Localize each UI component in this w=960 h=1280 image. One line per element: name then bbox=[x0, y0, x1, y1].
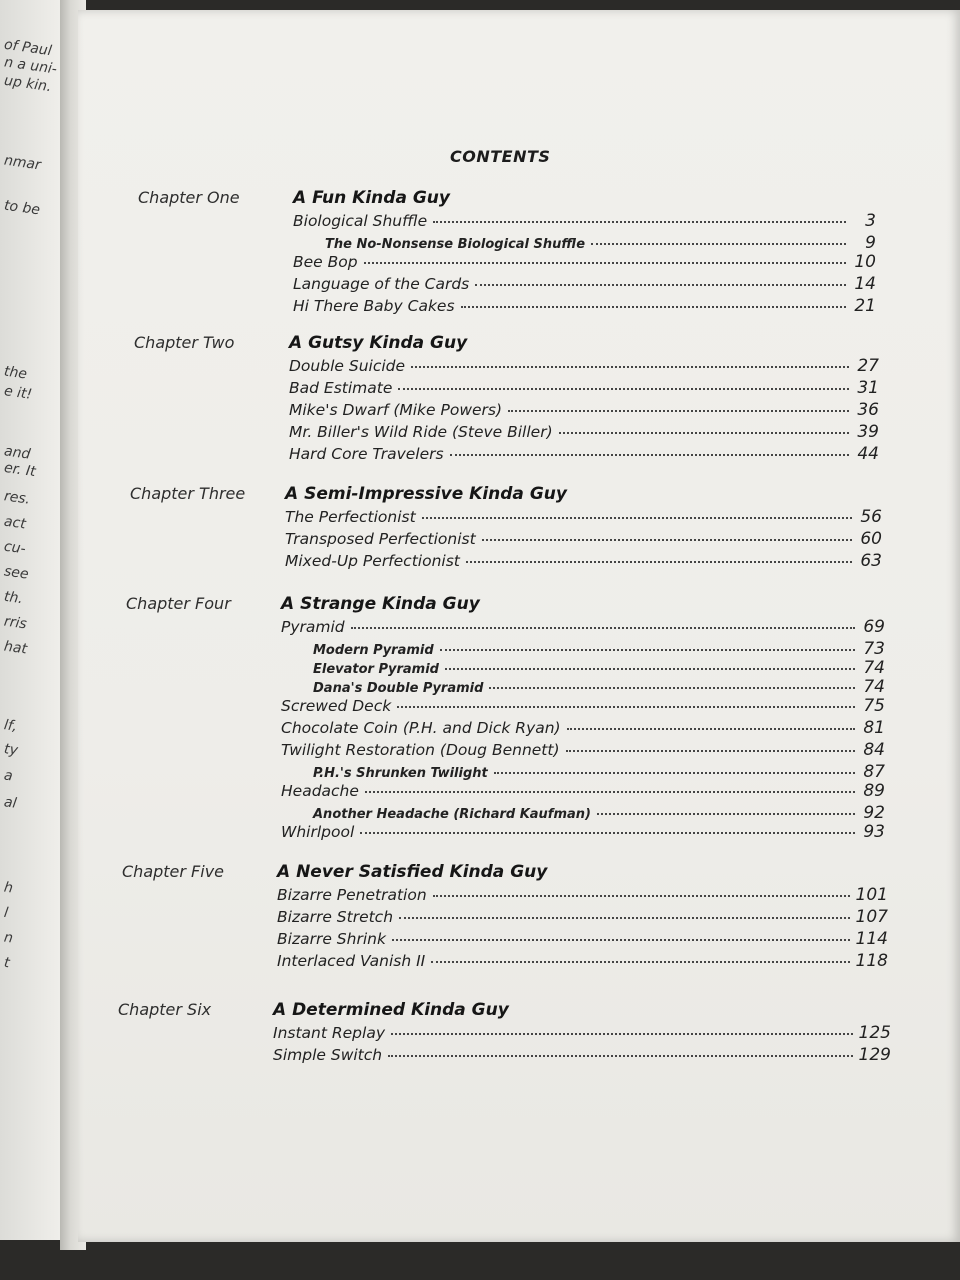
page-number: 44 bbox=[857, 444, 879, 464]
toc-entry bbox=[285, 507, 882, 529]
dot-leader bbox=[391, 1033, 853, 1035]
toc-entry bbox=[289, 356, 879, 378]
toc-entry bbox=[273, 1045, 891, 1067]
entry-title: Pyramid bbox=[281, 618, 345, 636]
entry-title: Mixed-Up Perfectionist bbox=[285, 552, 460, 570]
toc-entry bbox=[277, 885, 888, 907]
dot-leader bbox=[431, 961, 849, 963]
facing-page-text-fragment: of Paul bbox=[3, 36, 53, 60]
page-number: 73 bbox=[863, 639, 885, 659]
dot-leader bbox=[494, 772, 855, 774]
page-number: 60 bbox=[860, 529, 882, 549]
toc-entry bbox=[277, 929, 888, 951]
entry-title: Transposed Perfectionist bbox=[285, 530, 476, 548]
entry-title: Hi There Baby Cakes bbox=[293, 297, 455, 315]
toc-entry bbox=[293, 211, 876, 233]
dot-leader bbox=[567, 728, 855, 730]
page-number: 56 bbox=[860, 507, 882, 527]
toc-entry bbox=[281, 696, 885, 718]
toc-entry bbox=[273, 1023, 891, 1045]
dot-leader bbox=[450, 454, 849, 456]
page-number: 74 bbox=[863, 658, 885, 678]
facing-page-text-fragment: nmar bbox=[3, 152, 42, 174]
facing-page-text-fragment: act bbox=[2, 513, 27, 533]
page-number: 21 bbox=[854, 296, 876, 316]
dot-leader bbox=[398, 388, 849, 390]
entry-title: Double Suicide bbox=[289, 357, 406, 375]
dot-leader bbox=[422, 517, 852, 519]
facing-page-text-fragment: al bbox=[2, 794, 18, 812]
facing-page-text-fragment: the bbox=[2, 363, 28, 383]
facing-page-text-fragment: rris bbox=[2, 613, 28, 633]
entry-title: Chocolate Coin (P.H. and Dick Ryan) bbox=[281, 719, 561, 737]
page-number: 92 bbox=[863, 803, 885, 823]
dot-leader bbox=[461, 306, 846, 308]
toc-entry bbox=[277, 907, 888, 929]
facing-page-text-fragment: n a uni- bbox=[3, 54, 58, 78]
facing-page-text-fragment: to be bbox=[3, 197, 41, 219]
entry-title: Bad Estimate bbox=[289, 379, 393, 397]
page-number: 10 bbox=[854, 252, 876, 272]
toc-entry bbox=[289, 444, 879, 466]
chapter-title: A Fun Kinda Guy bbox=[293, 188, 450, 208]
page-number: 93 bbox=[863, 822, 885, 842]
facing-page-text-fragment: h bbox=[2, 879, 14, 897]
page-number: 63 bbox=[860, 551, 882, 571]
chapter-title: A Strange Kinda Guy bbox=[281, 594, 480, 614]
page-title: CONTENTS bbox=[450, 147, 551, 166]
dot-leader bbox=[392, 939, 850, 941]
page-number: 74 bbox=[863, 677, 885, 697]
page-number: 75 bbox=[863, 696, 885, 716]
dot-leader bbox=[399, 917, 850, 919]
chapter-label: Chapter One bbox=[138, 188, 240, 207]
entry-title: Bee Bop bbox=[293, 253, 358, 271]
page-number: 114 bbox=[855, 929, 888, 949]
entry-title: Bizarre Penetration bbox=[277, 886, 427, 904]
chapter-label: Chapter Two bbox=[134, 333, 235, 352]
dot-leader bbox=[482, 539, 852, 541]
toc-entry bbox=[281, 740, 885, 762]
page-number: 69 bbox=[863, 617, 885, 637]
facing-page-text-fragment: t bbox=[2, 954, 11, 972]
chapter-title: A Gutsy Kinda Guy bbox=[289, 333, 468, 353]
dot-leader bbox=[433, 895, 850, 897]
facing-page-text-fragment: a bbox=[2, 767, 14, 785]
facing-page-text-fragment: n bbox=[2, 929, 14, 947]
dot-leader bbox=[360, 832, 855, 834]
dot-leader bbox=[397, 706, 855, 708]
dot-leader bbox=[475, 284, 846, 286]
dot-leader bbox=[508, 410, 849, 412]
entry-title: The Perfectionist bbox=[285, 508, 416, 526]
facing-page-text-fragment: see bbox=[3, 563, 30, 583]
contents-page bbox=[78, 10, 960, 1242]
entry-title: Mr. Biller's Wild Ride (Steve Biller) bbox=[289, 423, 553, 441]
page-number: 129 bbox=[858, 1045, 891, 1065]
chapter-title: A Semi-Impressive Kinda Guy bbox=[285, 484, 567, 504]
entry-title: Dana's Double Pyramid bbox=[313, 681, 484, 696]
entry-title: Interlaced Vanish II bbox=[277, 952, 426, 970]
chapter-label: Chapter Three bbox=[130, 484, 246, 503]
dot-leader bbox=[388, 1055, 852, 1057]
entry-title: Headache bbox=[281, 782, 359, 800]
facing-page-text-fragment: cu- bbox=[2, 538, 27, 558]
dot-leader bbox=[566, 750, 855, 752]
page-number: 101 bbox=[855, 885, 888, 905]
dot-leader bbox=[445, 668, 855, 670]
entry-title: Biological Shuffle bbox=[293, 212, 428, 230]
toc-entry bbox=[281, 617, 885, 639]
facing-page-text-fragment: up kin. bbox=[3, 72, 53, 96]
page-number: 39 bbox=[857, 422, 879, 442]
dot-leader bbox=[489, 687, 855, 689]
facing-page-text-fragment: and bbox=[3, 443, 32, 463]
facing-page-text-fragment: ty bbox=[2, 741, 19, 759]
entry-title: Mike's Dwarf (Mike Powers) bbox=[289, 401, 503, 419]
toc-entry bbox=[289, 422, 879, 444]
chapter-label: Chapter Six bbox=[118, 1000, 212, 1019]
page-number: 87 bbox=[863, 762, 885, 782]
facing-page-text-fragment: hat bbox=[2, 638, 28, 658]
page-number: 3 bbox=[865, 211, 876, 231]
dot-leader bbox=[440, 649, 855, 651]
facing-page-text-fragment: er. It bbox=[3, 459, 37, 481]
toc-entry bbox=[293, 296, 876, 318]
dot-leader bbox=[364, 262, 846, 264]
toc-entry bbox=[281, 822, 885, 844]
entry-title: P.H.'s Shrunken Twilight bbox=[313, 766, 488, 781]
page-number: 31 bbox=[857, 378, 879, 398]
dot-leader bbox=[559, 432, 849, 434]
page-number: 9 bbox=[865, 233, 876, 253]
toc-entry bbox=[289, 400, 879, 422]
chapter-title: A Determined Kinda Guy bbox=[273, 1000, 509, 1020]
toc-entry bbox=[285, 551, 882, 573]
entry-title: The No-Nonsense Biological Shuffle bbox=[325, 237, 586, 252]
entry-title: Simple Switch bbox=[273, 1046, 383, 1064]
toc-entry bbox=[293, 274, 876, 296]
facing-page-text-fragment: l bbox=[2, 904, 9, 922]
entry-title: Another Headache (Richard Kaufman) bbox=[313, 807, 591, 822]
dot-leader bbox=[597, 813, 855, 815]
toc-entry bbox=[281, 781, 885, 803]
facing-page-text-fragment: e it! bbox=[3, 383, 34, 403]
facing-page-text-fragment: th. bbox=[2, 588, 24, 608]
entry-title: Language of the Cards bbox=[293, 275, 470, 293]
dot-leader bbox=[411, 366, 849, 368]
dot-leader bbox=[591, 243, 846, 245]
toc-entry bbox=[289, 378, 879, 400]
chapter-title: A Never Satisfied Kinda Guy bbox=[277, 862, 548, 882]
toc-entry bbox=[281, 718, 885, 740]
dot-leader bbox=[365, 791, 855, 793]
page-number: 84 bbox=[863, 740, 885, 760]
page-number: 125 bbox=[858, 1023, 891, 1043]
entry-title: Modern Pyramid bbox=[313, 643, 434, 658]
entry-title: Elevator Pyramid bbox=[313, 662, 439, 677]
dot-leader bbox=[466, 561, 852, 563]
entry-title: Instant Replay bbox=[273, 1024, 385, 1042]
page-number: 81 bbox=[863, 718, 885, 738]
page-number: 89 bbox=[863, 781, 885, 801]
entry-title: Whirlpool bbox=[281, 823, 355, 841]
dot-leader bbox=[433, 221, 846, 223]
entry-title: Screwed Deck bbox=[281, 697, 392, 715]
facing-page-text-fragment: res. bbox=[3, 488, 32, 508]
entry-title: Hard Core Travelers bbox=[289, 445, 444, 463]
page-number: 118 bbox=[855, 951, 888, 971]
entry-title: Twilight Restoration (Doug Bennett) bbox=[281, 741, 560, 759]
entry-title: Bizarre Stretch bbox=[277, 908, 394, 926]
page-number: 107 bbox=[855, 907, 888, 927]
dot-leader bbox=[351, 627, 855, 629]
chapter-label: Chapter Four bbox=[126, 594, 231, 613]
toc-entry bbox=[285, 529, 882, 551]
page-number: 36 bbox=[857, 400, 879, 420]
page-number: 27 bbox=[857, 356, 879, 376]
entry-title: Bizarre Shrink bbox=[277, 930, 386, 948]
page-number: 14 bbox=[854, 274, 876, 294]
facing-page-text-fragment: lf, bbox=[2, 717, 19, 735]
toc-entry bbox=[293, 252, 876, 274]
toc-entry bbox=[277, 951, 888, 973]
chapter-label: Chapter Five bbox=[122, 862, 225, 881]
